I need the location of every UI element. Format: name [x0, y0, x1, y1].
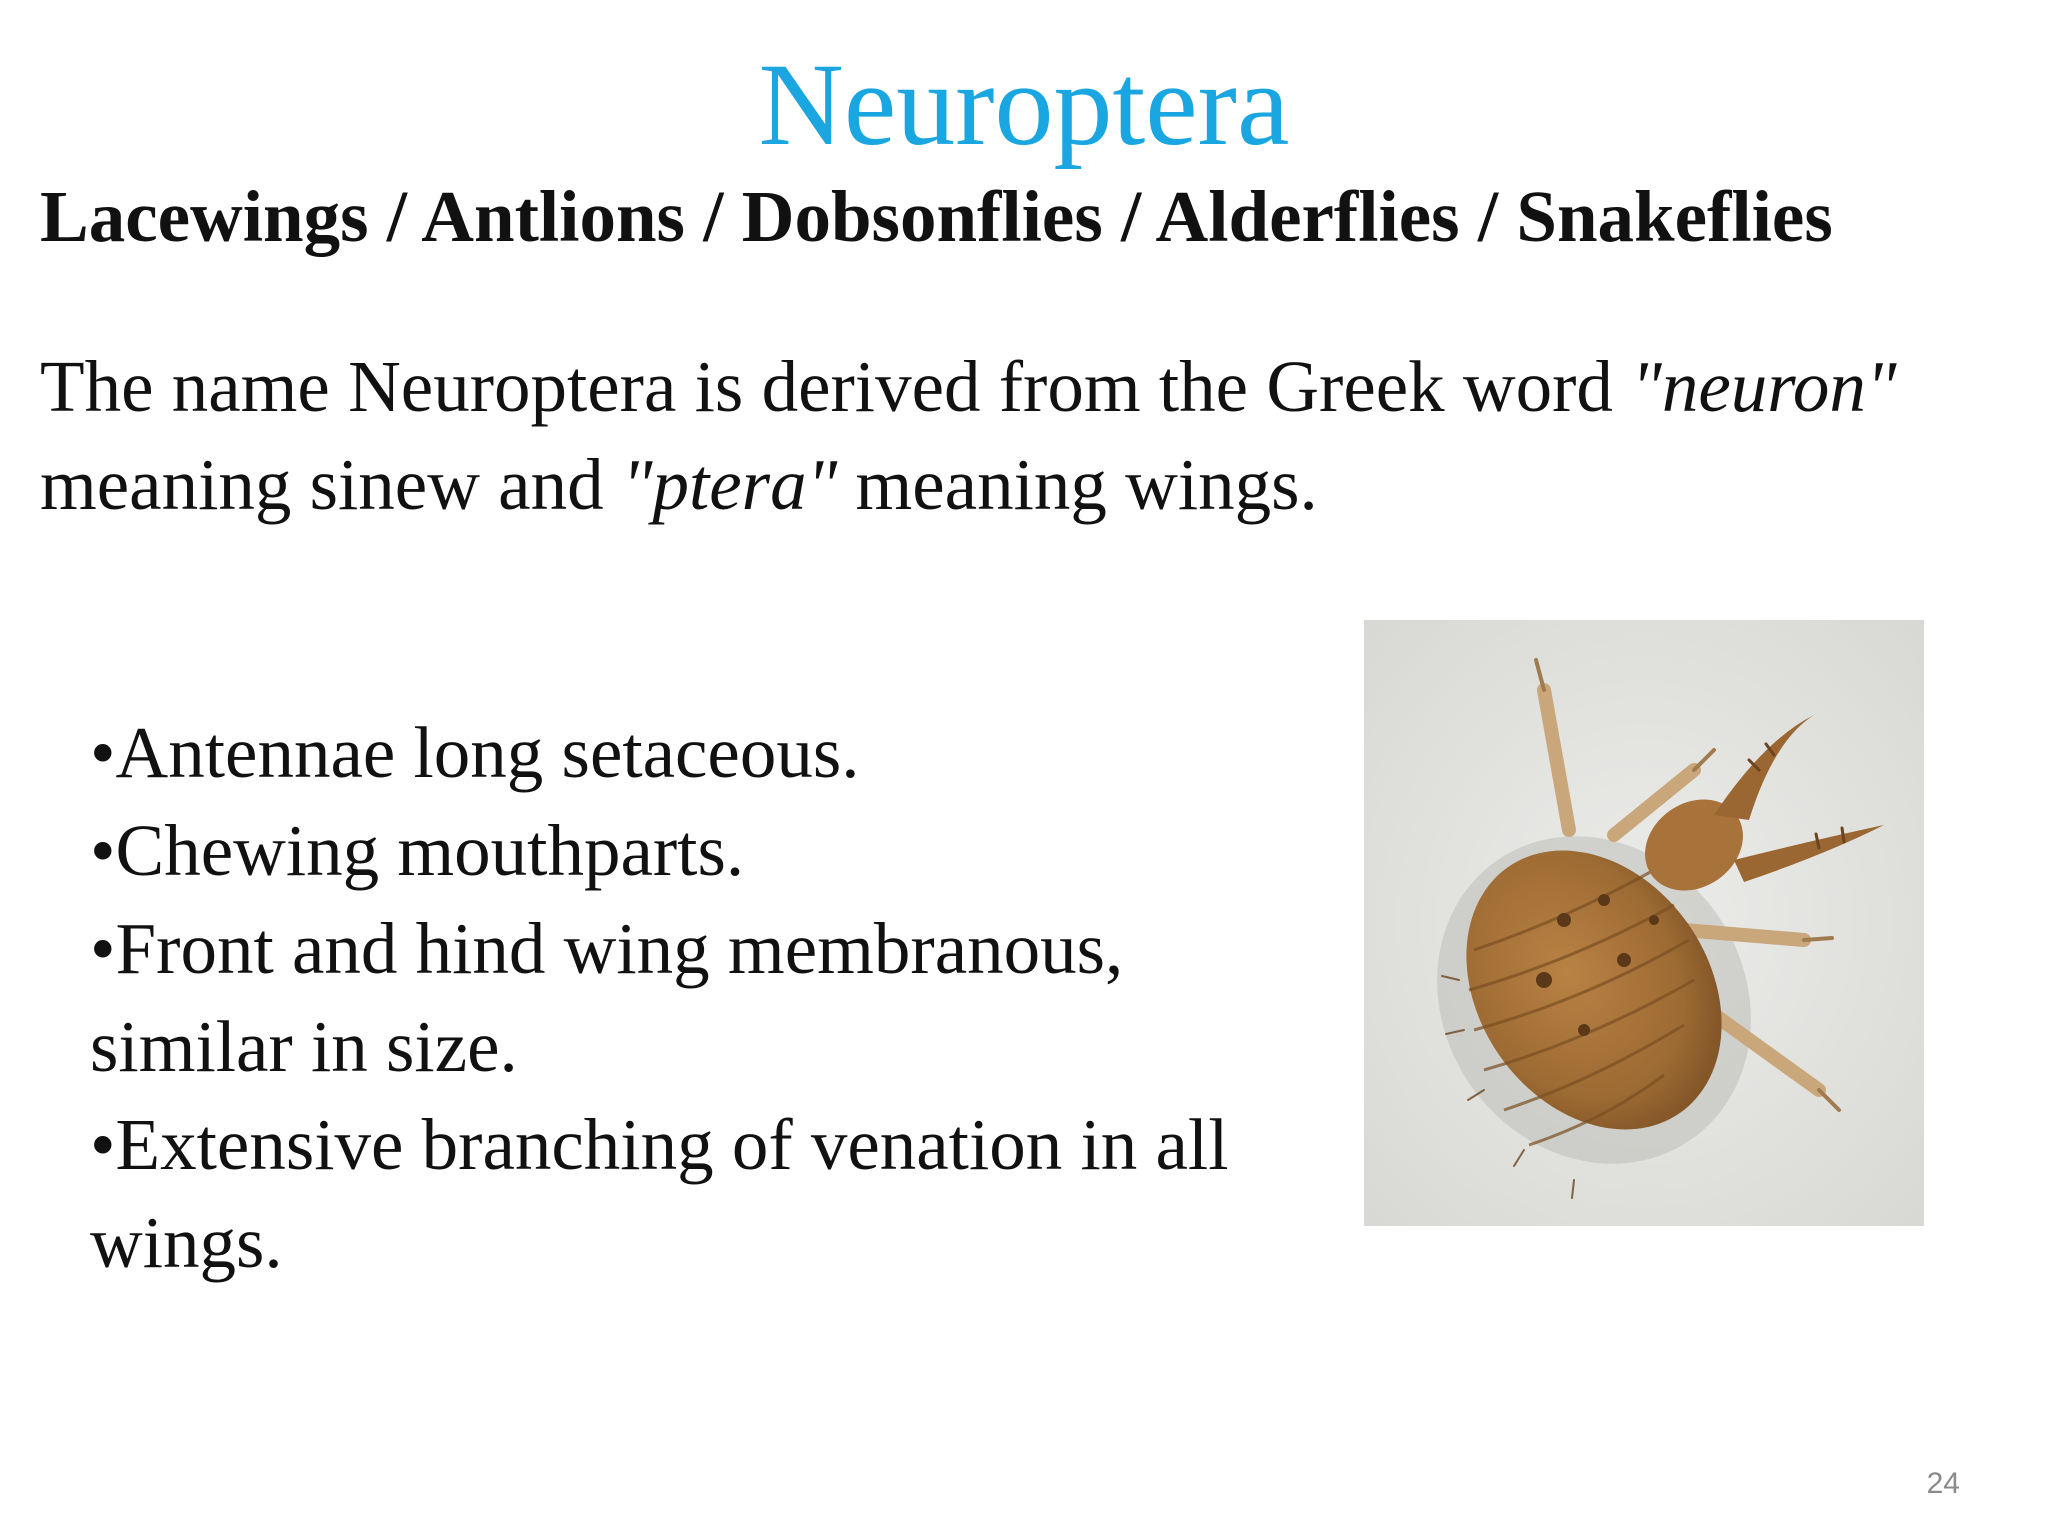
antlion-larva-photo	[1364, 620, 1924, 1226]
intro-term-neuron: "neuron"	[1631, 346, 1897, 427]
feature-list	[90, 704, 1330, 1292]
page-number: 24	[1926, 1467, 1960, 1500]
intro-text-3: meaning wings.	[837, 444, 1318, 525]
antlion-larva-icon	[1364, 620, 1924, 1226]
slide-subtitle: Lacewings / Antlions / Dobsonflies / Alderflies / Snakeflies	[40, 176, 1833, 257]
list-item: •Chewing mouthparts.	[90, 810, 745, 891]
list-item: •Extensive branching of venation in all wings.	[90, 1104, 1229, 1283]
intro-text-2: meaning sinew and	[40, 444, 622, 525]
list-item: •Antennae long setaceous.	[90, 712, 860, 793]
intro-paragraph	[40, 338, 2000, 534]
list-item: •Front and hind wing membranous, similar in size.	[90, 908, 1124, 1087]
intro-text-1: The name Neuroptera is derived from the Greek word	[40, 346, 1632, 427]
intro-term-ptera: "ptera"	[621, 444, 838, 525]
slide-title: Neuroptera	[758, 39, 1290, 170]
